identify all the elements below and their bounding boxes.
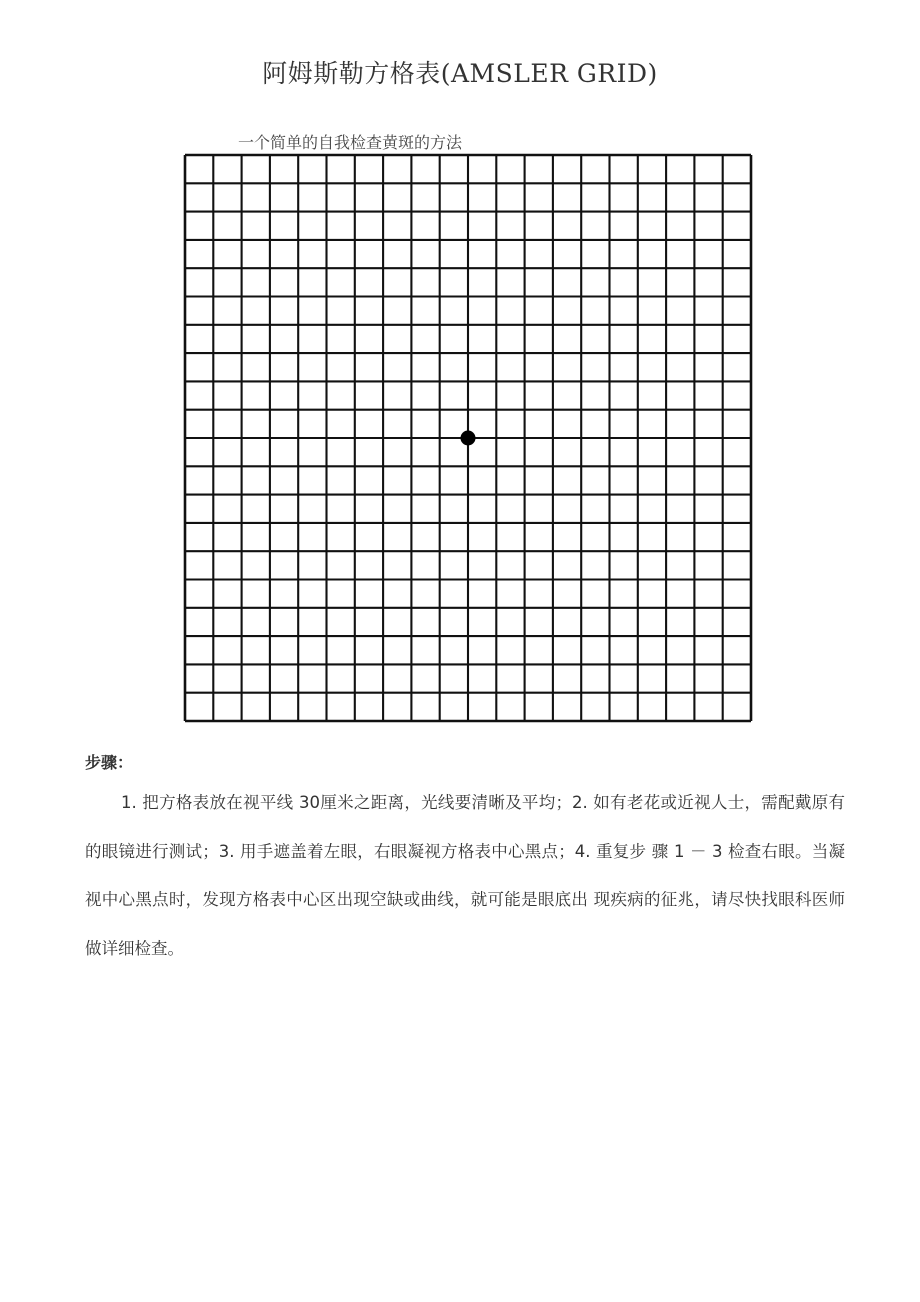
amsler-grid [182,152,754,724]
steps-heading: 步骤： [85,753,134,772]
center-fixation-dot [461,431,476,446]
steps-paragraph: 1. 把方格表放在视平线 30厘米之距离，光线要清晰及平均；2. 如有老花或近视人士，需配戴原有的眼镜进行测试；3. 用手遮盖着左眼，右眼凝视方格表中心黑点；4. 重复步 骤 1 － 3 检查右眼。当凝视中心黑点时，发现方格表中心区出现空缺或曲线，就可能是眼底出 现疾病的征兆，请尽快找眼科医师做详细检查。 [85,793,845,958]
page-title: 阿姆斯勒方格表(AMSLER GRID) [262,59,658,88]
grid-caption: 一个简单的自我检查黄斑的方法 [238,133,463,152]
